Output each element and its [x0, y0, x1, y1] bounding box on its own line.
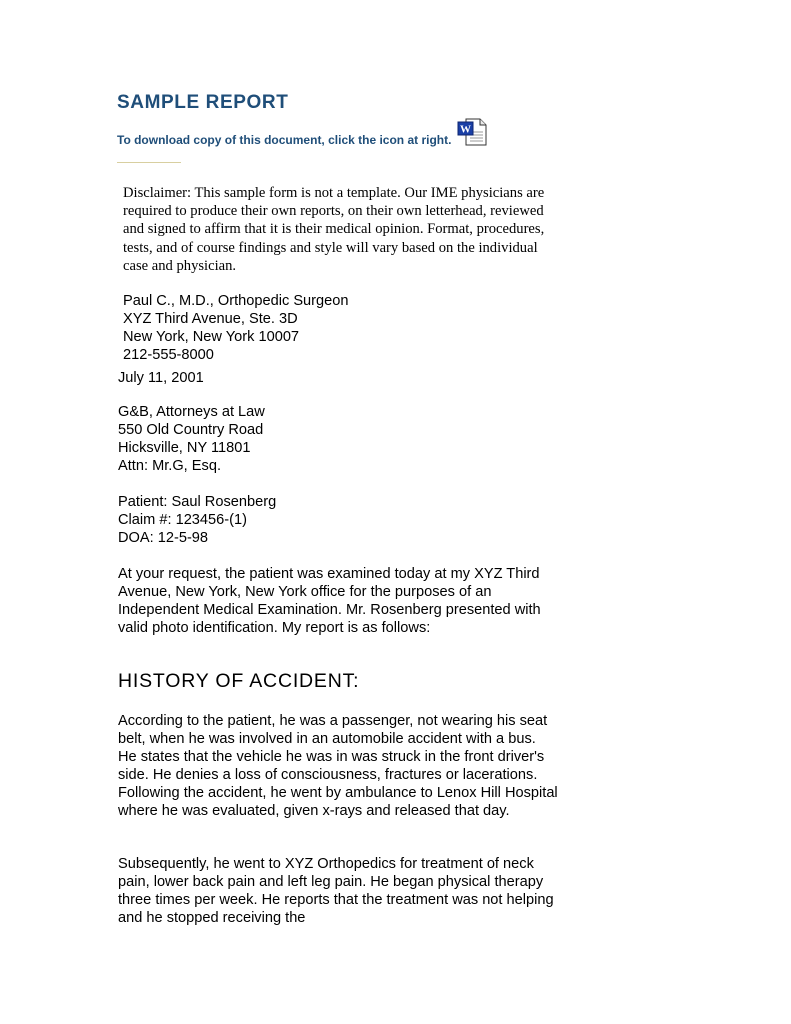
- patient-block: [118, 493, 276, 547]
- recipient-firm: G&B, Attorneys at Law: [118, 404, 265, 420]
- history-heading: HISTORY OF ACCIDENT:: [118, 670, 360, 692]
- claim-number: Claim #: 123456-(1): [118, 512, 247, 528]
- physician-address-line1: XYZ Third Avenue, Ste. 3D: [123, 311, 298, 327]
- download-instruction: To download copy of this document, click the icon at right.: [117, 133, 452, 147]
- date-of-accident: DOA: 12-5-98: [118, 530, 209, 546]
- intro-paragraph: At your request, the patient was examined today at my XYZ Third Avenue, New York, New York office for the purposes of an Independent Medical Examination. Mr. Rosenberg presented with valid photo identification. My report is as follows:: [118, 566, 541, 636]
- recipient-attention: Attn: Mr.G, Esq.: [118, 458, 221, 474]
- word-document-icon[interactable]: [457, 116, 489, 148]
- physician-phone: 212-555-8000: [123, 347, 214, 363]
- word-icon-letter: W: [460, 123, 472, 136]
- physician-name: Paul C., M.D., Orthopedic Surgeon: [123, 293, 349, 309]
- recipient-block: [118, 403, 265, 475]
- word-document-icon-graphic: [457, 116, 489, 148]
- history-paragraph-1: According to the patient, he was a passenger, not wearing his seat belt, when he was involved in an automobile accident with a bus. He states that the vehicle he was in was struck in the front driver's side. He denies a loss of consciousness, fractures or lacerations. Following the accident, he went by ambulance to Lenox Hill Hospital where he was evaluated, given x-rays and released that day.: [118, 713, 558, 819]
- physician-address-line2: New York, New York 10007: [123, 329, 300, 345]
- history-paragraph-2: Subsequently, he went to XYZ Orthopedics for treatment of neck pain, lower back pain and left leg pain. He began physical therapy three times per week. He reports that the treatment was not helping and he stopped receiving the: [118, 856, 554, 926]
- download-row: [117, 116, 489, 148]
- recipient-address-line2: Hicksville, NY 11801: [118, 440, 251, 456]
- report-title: SAMPLE REPORT: [117, 92, 289, 113]
- disclaimer-text: Disclaimer: This sample form is not a template. Our IME physicians are required to produce their own reports, on their own letterhead, reviewed and signed to affirm that it is their medical opinion. Format, procedures, tests, and of course findings and style will vary based on the individual case and physician.: [123, 185, 545, 274]
- recipient-address-line1: 550 Old Country Road: [118, 422, 264, 438]
- report-date: July 11, 2001: [118, 370, 204, 386]
- divider-rule: [117, 162, 181, 163]
- patient-name: Patient: Saul Rosenberg: [118, 494, 277, 510]
- physician-block: [123, 292, 349, 364]
